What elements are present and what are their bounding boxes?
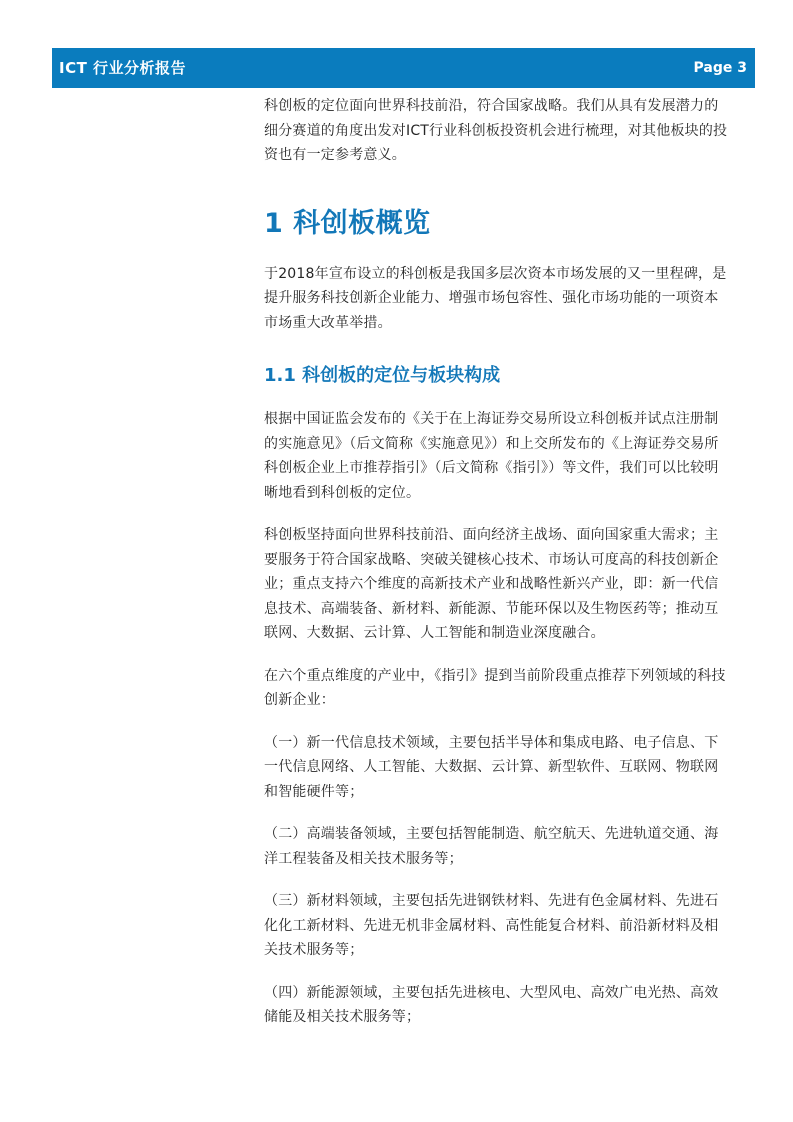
list-item: （一）新一代信息技术领域，主要包括半导体和集成电路、电子信息、下一代信息网络、人工智能、大数据、云计算、新型软件、互联网、物联网和智能硬件等； — [264, 734, 719, 800]
main-content — [264, 94, 732, 1030]
body-paragraph: 在六个重点维度的产业中，《指引》提到当前阶段重点推荐下列领域的科技创新企业： — [264, 667, 726, 708]
section-heading-1: 1 科创板概览 — [264, 207, 431, 239]
report-title: ICT 行业分析报告 — [59, 59, 187, 77]
list-item: （二）高端装备领域，主要包括智能制造、航空航天、先进轨道交通、海洋工程装备及相关技术服务等； — [264, 826, 719, 867]
intro-paragraph: 科创板的定位面向世界科技前沿，符合国家战略。我们从具有发展潜力的细分赛道的角度出发对ICT行业科创板投资机会进行梳理，对其他板块的投资也有一定参考意义。 — [264, 98, 728, 163]
section-1-paragraph: 于2018年宣布设立的科创板是我国多层次资本市场发展的又一里程碑，是提升服务科技创新企业能力、增强市场包容性、强化市场功能的一项资本市场重大改革举措。 — [264, 265, 727, 331]
page-header — [52, 48, 755, 88]
body-paragraph: 根据中国证监会发布的《关于在上海证券交易所设立科创板并试点注册制的实施意见》（后文简称《实施意见》）和上交所发布的《上海证券交易所科创板企业上市推荐指引》（后文简称《指引》）等文件，我们可以比较明晰地看到科创板的定位。 — [264, 411, 719, 501]
list-item: （四）新能源领域，主要包括先进核电、大型风电、高效广电光热、高效储能及相关技术服务等； — [264, 984, 719, 1025]
section-heading-1-1: 1.1 科创板的定位与板块构成 — [264, 365, 501, 386]
body-paragraph: 科创板坚持面向世界科技前沿、面向经济主战场、面向国家重大需求；主要服务于符合国家战略、突破关键核心技术、市场认可度高的科技创新企业；重点支持六个维度的高新技术产业和战略性新兴产业，即：新一代信息技术、高端装备、新材料、新能源、节能环保以及生物医药等；推动互联网、大数据、云计算、人工智能和制造业深度融合。 — [264, 527, 719, 641]
page-number: Page 3 — [693, 60, 747, 76]
list-item: （三）新材料领域，主要包括先进钢铁材料、先进有色金属材料、先进石化化工新材料、先进无机非金属材料、高性能复合材料、前沿新材料及相关技术服务等； — [264, 893, 719, 958]
